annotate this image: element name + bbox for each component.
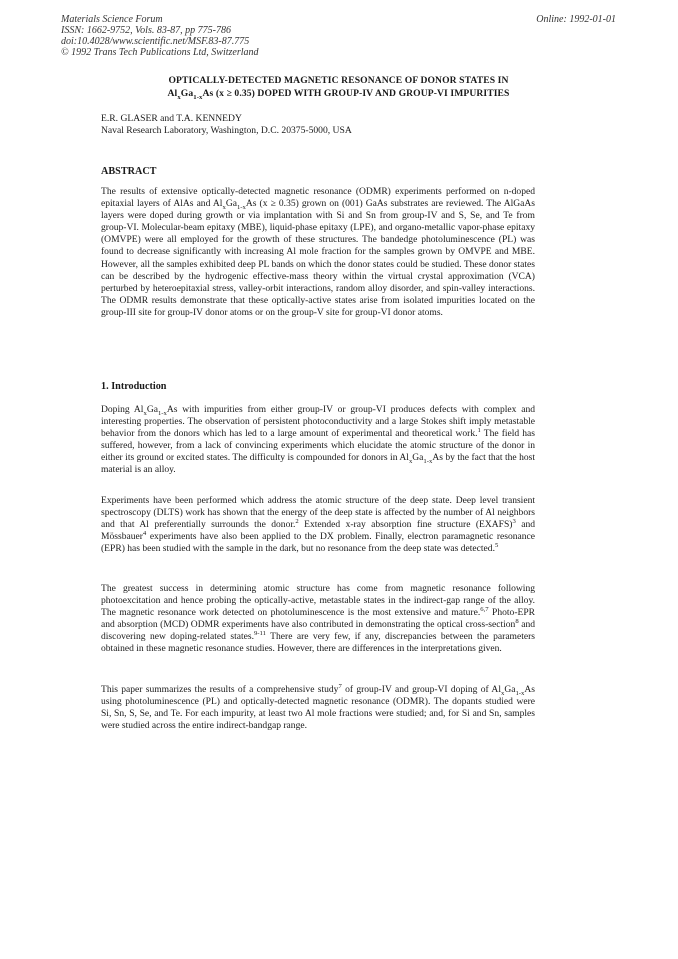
- ref-8: 8: [515, 618, 519, 626]
- p2-text-a: Experiments have been performed which address the atomic structure of the deep state. Deep level transient spectroscopy (DLTS) work has shown that the energy of the deep state is affected by the number of Al neighbors and that Al preferentially surrounds the donor.: [101, 495, 538, 531]
- abstract-paragraph: [101, 186, 538, 319]
- p1-1x-sub: 1-x: [157, 409, 167, 417]
- p4-text-e: As using photoluminescence (PL) and optically-detected magnetic resonance (ODMR). The dopants studied were Si, Sn, S, Se, and Te. For each impurity, at least two Al mole fractions were studied; and, for Si and Sn, samples were studied across the entire indirect-bandgap range.: [101, 684, 538, 732]
- p4-text-a: This paper summarizes the results of a comprehensive study: [101, 684, 339, 695]
- title-rest: As (x ≥ 0.35) DOPED WITH GROUP-IV AND GROUP-VI IMPURITIES: [202, 88, 510, 99]
- intro-paragraph-3: [101, 583, 538, 656]
- ref-3: 3: [512, 518, 516, 526]
- p3-text-c: and discovering new doping-related states.: [101, 619, 538, 643]
- abstract-x-sub: x: [222, 204, 226, 211]
- journal-header: [61, 14, 616, 58]
- p1-text-e: The field has suffered, however, from a lack of convincing experiments which elucidate the atomic structure of the donor in either its ground or excited states. The difficulty is compounded for donors in Al: [101, 428, 538, 464]
- p1-text-a: Doping Al: [101, 404, 144, 415]
- issn-line: ISSN: 1662-9752, Vols. 83-87, pp 775-786: [61, 25, 231, 36]
- doi-line: doi:10.4028/www.scientific.net/MSF.83-87.775: [61, 36, 250, 47]
- title-1x-sub: 1-x: [193, 93, 203, 101]
- title-x-sub: x: [177, 93, 181, 101]
- p2-text-b: Extended x-ray absorption fine structure (EXAFS): [298, 519, 513, 531]
- p1-text-d: As with impurities from either group-IV or group-VI produces defects with complex and interesting properties. The observation of persistent photoconductivity and a large Stokes shift imply metastable behavior from the donors which has led to a large amount of experimental and theoretical work.: [101, 404, 538, 440]
- ref-1: 1: [477, 427, 481, 435]
- ref-4: 4: [142, 530, 147, 538]
- ref-9-11: 9-11: [253, 630, 266, 638]
- abstract-ga: Ga: [225, 198, 237, 210]
- ref-6-7: 6,7: [480, 606, 489, 614]
- p4-x-sub: x: [500, 689, 505, 697]
- journal-name: Materials Science Forum: [61, 14, 163, 25]
- abstract-heading: ABSTRACT: [101, 166, 157, 177]
- p1-ga: Ga: [146, 404, 158, 415]
- p3-text-b: Photo-EPR and absorption (MCD) ODMR experiments have also contributed in demonstrating the optical cross-section: [101, 607, 538, 631]
- ref-2: 2: [295, 518, 299, 526]
- p1-x-sub-2: x: [408, 458, 413, 466]
- author-affiliation: Naval Research Laboratory, Washington, D.C. 20375-5000, USA: [101, 125, 352, 136]
- p1-x-sub: x: [143, 409, 147, 417]
- paper-title: [61, 74, 616, 100]
- p3-text-d: There are very few, if any, discrepancies between the parameters obtained in these magnetic resonance studies. However, there are differences in the interpretations given.: [101, 631, 538, 655]
- ref-7: 7: [338, 682, 342, 690]
- author-block: [101, 113, 352, 137]
- p2-text-d: experiments have also been applied to the DX problem. Finally, electron paramagnetic resonance (EPR) has been studied with the sample in the dark, but no resonance from the deep state was detected.: [101, 531, 538, 555]
- intro-paragraph-2: [101, 495, 538, 555]
- intro-paragraph-1: [101, 404, 538, 477]
- ref-5: 5: [494, 542, 499, 550]
- p1-text-g: As by the fact that the host material is an alloy.: [101, 452, 538, 476]
- p4-ga: Ga: [504, 684, 516, 695]
- p4-text-b: of group-IV and group-VI doping of Al: [341, 684, 501, 695]
- abstract-text-1: The results of extensive optically-detected magnetic resonance (ODMR) experiments performed on n-doped epitaxial layers of AlAs and Al: [101, 186, 538, 210]
- abstract-text-2: As (x ≥ 0.35) grown on (001) GaAs substrates are reviewed. The AlGaAs layers were doped during growth or via implantation with Si and Sn from group-IV and S, Se, and Te from group-VI. Molecular-beam epitaxy (MBE), liquid-phase epitaxy (LPE), and organo-metallic vapor-phase epitaxy (OMVPE) were all employed for the growth of these structures. The bandedge photoluminescence (PL) was found to decrease significantly with increasing Al mole fraction for the samples grown by OMVPE and MBE. However, all the samples exhibited deep PL bands on which the donor states could be studied. These donor states can be described by the hydrogenic effective-mass theory within the virtual crystal approximation (VCA) perturbed by heteroepitaxial stress, valley-orbit interactions, random alloy disorder, and spin-valley interactions. The ODMR results demonstrate that these optically-active states arise from isolated impurities located on the group-III site for group-IV donor atoms or on the group-V site for group-VI donor atoms.: [101, 198, 538, 318]
- p1-1x-sub-2: 1-x: [423, 458, 433, 466]
- online-date: Online: 1992-01-01: [536, 14, 616, 25]
- intro-paragraph-4: [101, 682, 538, 732]
- title-line-1: OPTICALLY-DETECTED MAGNETIC RESONANCE OF DONOR STATES IN: [168, 75, 509, 86]
- title-ga: Ga: [180, 88, 194, 99]
- abstract-1x-sub: 1-x: [236, 204, 246, 211]
- p2-text-c: and Mössbauer: [101, 519, 538, 543]
- copyright-line: © 1992 Trans Tech Publications Ltd, Switzerland: [61, 47, 259, 58]
- title-al: Al: [167, 88, 178, 99]
- introduction-heading: 1. Introduction: [101, 381, 167, 392]
- title-line-2: [61, 87, 616, 100]
- author-names: E.R. GLASER and T.A. KENNEDY: [101, 113, 242, 124]
- p3-text-a: The greatest success in determining atomic structure has come from magnetic resonance following photoexcitation and hence probing the optically-active, metastable states in the indirect-gap range of the alloy. The magnetic resonance work detected on photoluminescence is the most extensive and mature.: [101, 583, 538, 619]
- p4-1x-sub: 1-x: [515, 689, 525, 697]
- p1-ga-2: Ga: [412, 452, 424, 464]
